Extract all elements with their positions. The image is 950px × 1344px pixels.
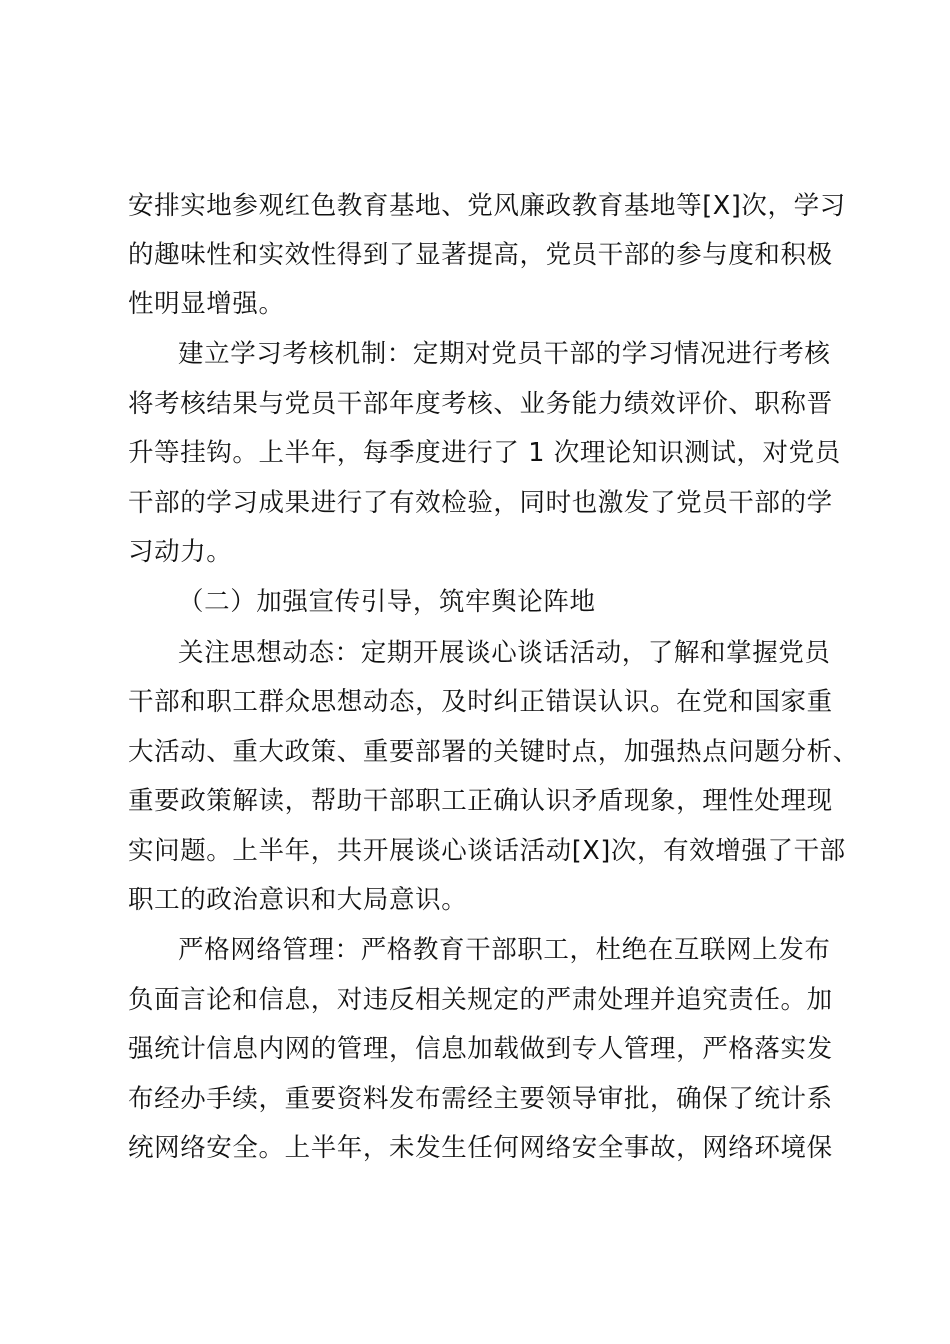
text-line: 重要政策解读，帮助干部职工正确认识矛盾现象，理性处理现 [128,786,833,816]
text-line: 习动力。 [128,537,233,567]
paragraph-start-line: 建立学习考核机制：定期对党员干部的学习情况进行考核 [178,339,831,369]
text-line: 职工的政治意识和大局意识。 [128,885,468,915]
section-heading: （二）加强宣传引导，筑牢舆论阵地 [178,587,596,617]
text-line: 大活动、重大政策、重要部署的关键时点，加强热点问题分析、 [128,737,859,767]
text-line: 干部的学习成果进行了有效检验，同时也激发了党员干部的学 [128,488,833,518]
text-line: 布经办手续，重要资料发布需经主要领导审批，确保了统计系 [128,1084,833,1114]
paragraph-start-line: 严格网络管理：严格教育干部职工，杜绝在互联网上发布 [178,935,831,965]
text-line: 统网络安全。上半年，未发生任何网络安全事故，网络环境保 [128,1133,833,1163]
text-line: 负面言论和信息，对违反相关规定的严肃处理并追究责任。加 [128,985,833,1015]
text-line: 强统计信息内网的管理，信息加载做到专人管理，严格落实发 [128,1034,833,1064]
text-line: 将考核结果与党员干部年度考核、业务能力绩效评价、职称晋 [128,389,833,419]
text-line: 实问题。上半年，共开展谈心谈话活动[X]次，有效增强了干部 [128,836,846,866]
text-line: 升等挂钩。上半年，每季度进行了 1 次理论知识测试，对党员 [128,438,841,468]
paragraph-start-line: 关注思想动态：定期开展谈心谈话活动，了解和掌握党员 [178,638,831,668]
text-line: 安排实地参观红色教育基地、党风廉政教育基地等[X]次，学习 [128,191,846,221]
text-line: 干部和职工群众思想动态，及时纠正错误认识。在党和国家重 [128,687,833,717]
text-line: 的趣味性和实效性得到了显著提高，党员干部的参与度和积极 [128,240,833,270]
text-line: 性明显增强。 [128,289,285,319]
